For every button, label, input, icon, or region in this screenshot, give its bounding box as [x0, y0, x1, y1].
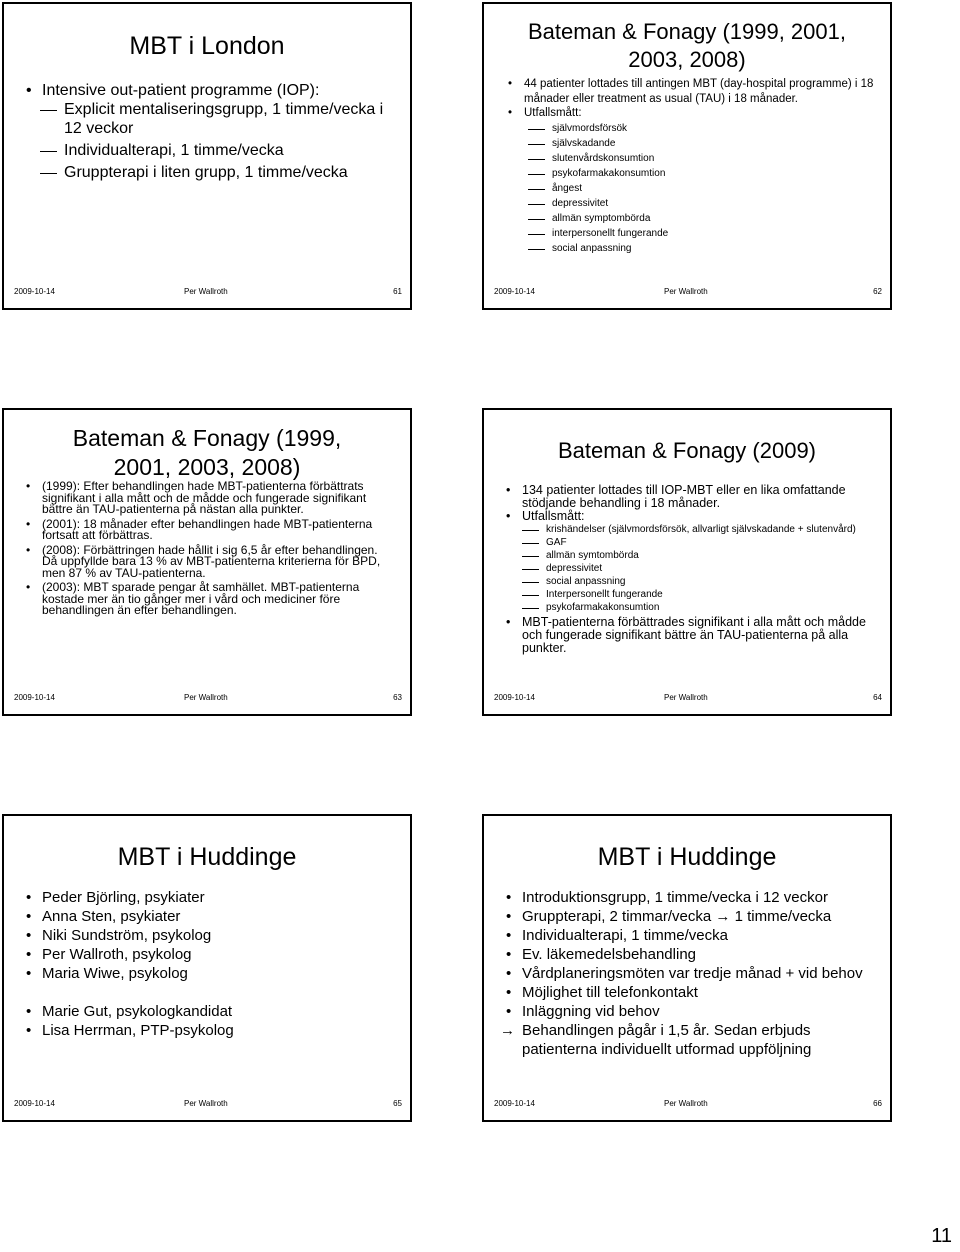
slide-title: MBT i Huddinge: [597, 843, 777, 871]
slide-body: [26, 81, 396, 182]
bullet-item: • Anna Sten, psykiater: [26, 907, 396, 926]
bullet-item: • Introduktionsgrupp, 1 timme/vecka i 12 veckor: [506, 888, 866, 907]
dash-item: social anpassning: [528, 241, 878, 256]
page-number: 11: [931, 1225, 952, 1247]
bullet-item: • Individualterapi, 1 timme/vecka: [506, 926, 866, 945]
dash-item: psykofarmakakonsumtion: [528, 166, 878, 181]
slide-title: Bateman & Fonagy (1999, 2001, 2003, 2008): [72, 425, 342, 480]
list-gap: [26, 983, 396, 1002]
slide-62: [482, 2, 892, 310]
bullet-item: • Inläggning vid behov: [506, 1002, 866, 1021]
dash-item: självskadande: [528, 136, 878, 151]
bullet-item: • MBT-patienterna förbättrades signifikant i alla mått och mådde och fungerade signifikant bättre än TAU-patienterna på alla punkter.: [506, 616, 866, 655]
dash-item: GAF: [522, 536, 866, 549]
dash-item: psykofarmakakonsumtion: [522, 601, 866, 614]
footer-date: 2009-10-14: [494, 287, 535, 296]
footer-date: 2009-10-14: [494, 693, 535, 702]
dash-item: allmän symtombörda: [522, 549, 866, 562]
slide-body: [508, 77, 878, 256]
slide-title: Bateman & Fonagy (2009): [557, 438, 817, 463]
bullet-item: • Per Wallroth, psykolog: [26, 945, 396, 964]
bullet-item: • Vårdplaneringsmöten var tredje månad + vid behov: [506, 964, 866, 983]
footer-date: 2009-10-14: [494, 1099, 535, 1108]
footer-slide-number: 63: [393, 693, 402, 702]
dash-item: Explicit mentaliseringsgrupp, 1 timme/vecka i 12 veckor: [40, 100, 396, 138]
bullet-item: • Lisa Herrman, PTP-psykolog: [26, 1021, 396, 1040]
slide-body: [26, 481, 382, 620]
dash-item: ångest: [528, 181, 878, 196]
slide-61: [2, 2, 412, 310]
footer-author: Per Wallroth: [184, 1099, 228, 1108]
footer-slide-number: 62: [873, 287, 882, 296]
slide-title: MBT i Huddinge: [117, 843, 297, 871]
slide-64: [482, 408, 892, 716]
footer-slide-number: 64: [873, 693, 882, 702]
bullet-item: • (2001): 18 månader efter behandlingen hade MBT-patienterna fortsatt att förbättras.: [26, 519, 382, 542]
footer-author: Per Wallroth: [664, 287, 708, 296]
footer-author: Per Wallroth: [184, 287, 228, 296]
bullet-item: • Marie Gut, psykologkandidat: [26, 1002, 396, 1021]
arrow-item: → Behandlingen pågår i 1,5 år. Sedan erbjuds patienterna individuellt utformad uppföljning: [500, 1021, 866, 1059]
dash-item: slutenvårdskonsumtion: [528, 151, 878, 166]
dash-item: interpersonellt fungerande: [528, 226, 878, 241]
footer-slide-number: 61: [393, 287, 402, 296]
dash-item: Gruppterapi i liten grupp, 1 timme/vecka: [40, 163, 396, 182]
slide-title: Bateman & Fonagy (1999, 2001, 2003, 2008): [528, 19, 846, 72]
slide-title: MBT i London: [129, 32, 285, 60]
dash-item: depressivitet: [522, 562, 866, 575]
bullet-item: • Möjlighet till telefonkontakt: [506, 983, 866, 1002]
dash-item: Interpersonellt fungerande: [522, 588, 866, 601]
bullet-item: • (2008): Förbättringen hade hållit i sig 6,5 år efter behandlingen. Då uppfyllde bara 13 % av MBT-patienterna kriterierna för BPD, men 87 % av TAU-patienterna.: [26, 545, 382, 580]
bullet-item: • Ev. läkemedelsbehandling: [506, 945, 866, 964]
footer-author: Per Wallroth: [184, 693, 228, 702]
footer-author: Per Wallroth: [664, 1099, 708, 1108]
bullet-item: • Gruppterapi, 2 timmar/vecka → 1 timme/vecka: [506, 907, 866, 926]
slide-66: [482, 814, 892, 1122]
footer-date: 2009-10-14: [14, 287, 55, 296]
bullet-item: • 134 patienter lottades till IOP-MBT eller en lika omfattande stödjande behandling i 18 månader.: [506, 484, 866, 510]
dash-item: depressivitet: [528, 196, 878, 211]
bullet-item: • 44 patienter lottades till antingen MBT (day-hospital programme) i 18 månader eller treatment as usual (TAU) i 18 månader.: [508, 77, 878, 106]
footer-author: Per Wallroth: [664, 693, 708, 702]
bullet-item: • Utfallsmått:: [508, 106, 878, 121]
slide-body: [506, 484, 866, 655]
bullet-item: • Peder Björling, psykiater: [26, 888, 396, 907]
bullet-item: • (1999): Efter behandlingen hade MBT-patienterna förbättrats signifikant i alla mått och de mådde och fungerade signifikant bättre än TAU-patienterna på nästan alla punkter.: [26, 481, 382, 516]
bullet-item: • Utfallsmått:: [506, 510, 866, 523]
slide-63: [2, 408, 412, 716]
dash-item: social anpassning: [522, 575, 866, 588]
bullet-item: • Niki Sundström, psykolog: [26, 926, 396, 945]
footer-slide-number: 66: [873, 1099, 882, 1108]
bullet-item: • (2003): MBT sparade pengar åt samhället. MBT-patienterna kostade mer än tio gånger mer i vård och mediciner före behandlingen än efter behandlingen.: [26, 582, 382, 617]
dash-item: krishändelser (självmordsförsök, allvarligt självskadande + slutenvård): [522, 523, 866, 536]
dash-item: självmordsförsök: [528, 121, 878, 136]
slide-body: [506, 888, 866, 1059]
slide-65: [2, 814, 412, 1122]
dash-item: Individualterapi, 1 timme/vecka: [40, 141, 396, 160]
bullet-item: • Maria Wiwe, psykolog: [26, 964, 396, 983]
slide-body: [26, 888, 396, 1040]
footer-date: 2009-10-14: [14, 693, 55, 702]
footer-date: 2009-10-14: [14, 1099, 55, 1108]
footer-slide-number: 65: [393, 1099, 402, 1108]
bullet-item: • Intensive out-patient programme (IOP):: [26, 81, 396, 100]
dash-item: allmän symptombörda: [528, 211, 878, 226]
